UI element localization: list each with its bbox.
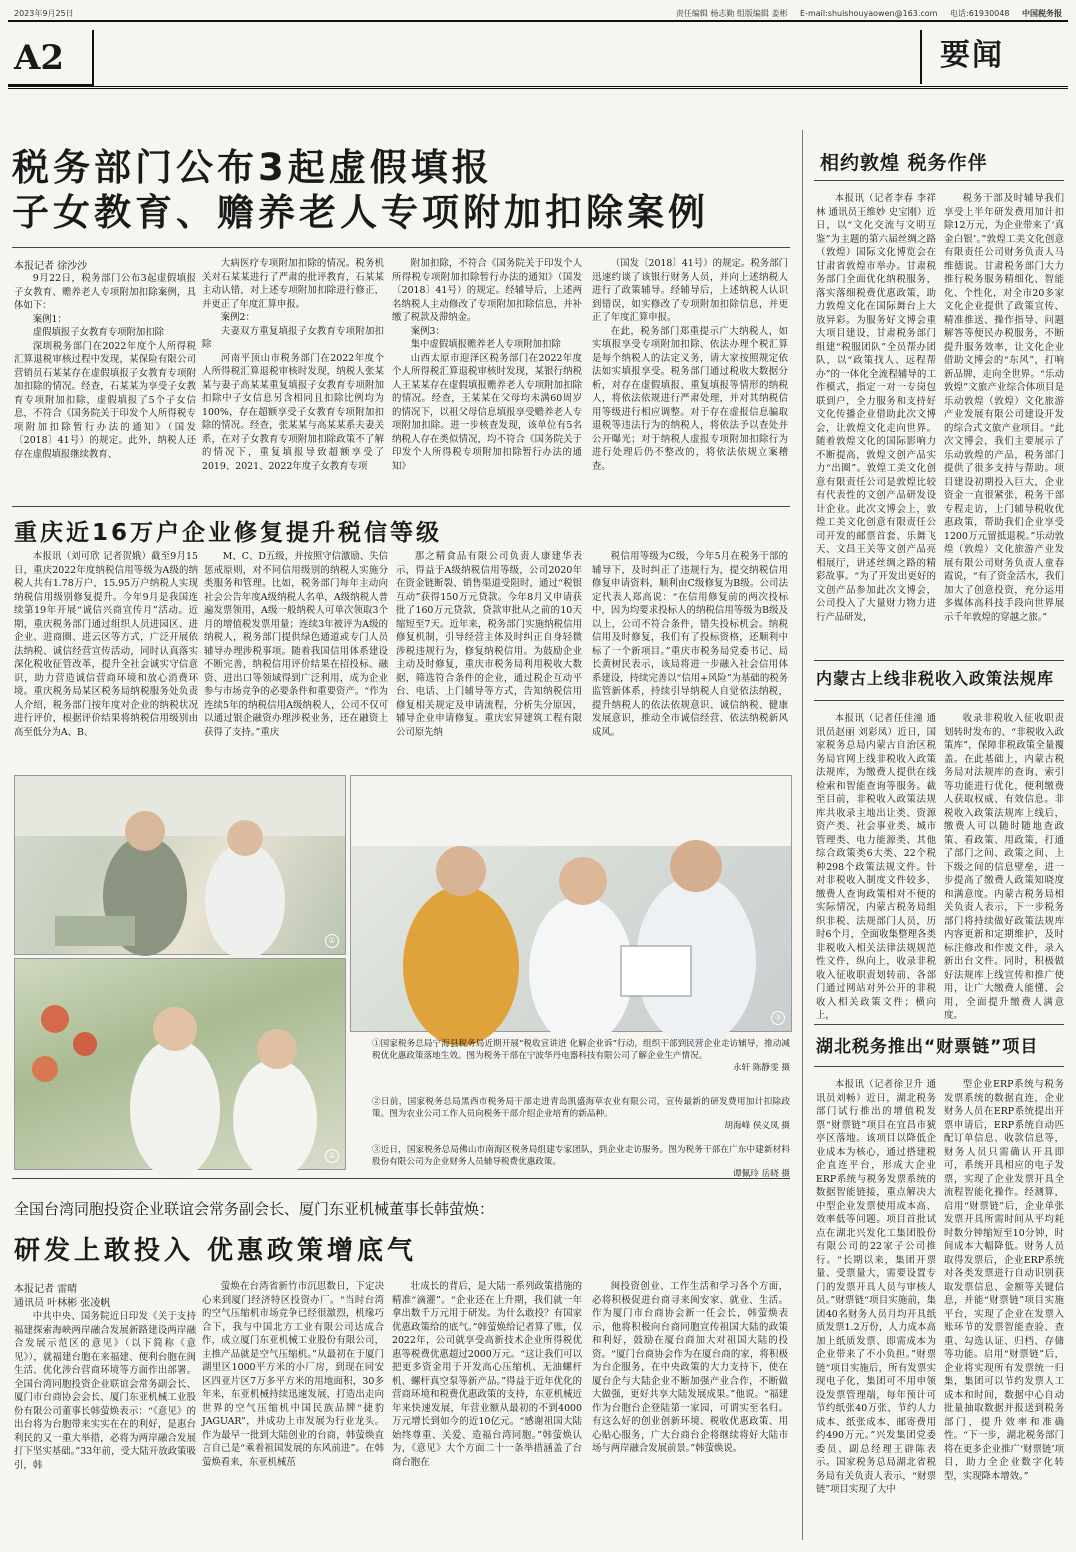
lead-column-4: [592, 257, 788, 502]
issue-date: 2023年9月25日: [14, 9, 74, 18]
paragraph: 税信用等级为C级，今年5月在税务干部的辅导下，及时纠正了违规行为，提交纳税信用修复申请资料，顺利由C级修复为B级。公司法定代表人郑高说：“在信用修复前的两次投标中，因为均要求投标人的纳税信用等级为B级及以上，公司不符合条件，错失投标机会。纳税信用及时修复，我们有了投标资格，还顺利中标了一个新项目。”重庆市税务局党委书记、局长黄树民表示，该局将进一步融入社会信用体系建设，持续完善以“信用+风险”为基础的税务监管新体系，持续引导纳税人自觉依法纳税，提升纳税人的依法依规意识、诚信纳税、健康发展意识，推动全市诚信经营、依法纳税新风成风。: [592, 551, 788, 738]
paragraph: 本报讯（刘可欣 记者贺娥）截至9月15日，重庆2022年度纳税信用等级为A级的纳税人共有1.78万户，15.95万户纳税人实现纳税信用级别修复提升。今年9月是我国连续第19年开展“诚信兴商宣传月”活动。近期，重庆税务部门通过组织人员进园区、进企业、进商圈、进云区等方式，广泛开展依法纳税、诚信经营宣传活动，同时认真落实深化税收征管改革，提升全社会诚实守信意识，助力营造诚信营商环境和放心消费环境。重庆税务局某区税务局纳税服务处负责人介绍，税务部门按年度对企业的纳税状况进行评价，根据评价结果将纳税信用级别由高至低分为A、B、: [14, 551, 198, 738]
taiwan-byline-1: 本报记者 雷晴: [14, 1284, 78, 1295]
dunhuang-column-1: [816, 192, 936, 652]
hubei-column-1: [816, 1078, 936, 1540]
taiwan-column-1: [14, 1310, 196, 1540]
dunhuang-rule: [814, 180, 1064, 181]
photo-caption-2: [372, 1096, 790, 1132]
photo-3[interactable]: [350, 775, 792, 1032]
dunhuang-column-2: [944, 192, 1064, 652]
taiwan-kicker: 全国台湾同胞投资企业联谊会常务副会长、厦门东亚机械董事长韩萤焕：: [14, 1200, 495, 1218]
chongqing-column-4: [592, 550, 788, 765]
paragraph: 税务干部及时辅导我们享受上半年研发费用加计扣除12万元，为企业带来了‘真金白银’。”敦煌工美文化创意有限责任公司财务负责人马维德说。甘肃税务部门大力推行税务服务精细化、智能化、个性化，对全市20多家文化企业提供了政策宣传、精准推送、操作指导、问题解答等便民办税服务，不断提升服务效率，让文化企业借助文博会的“东风”，打响新品牌，走向全世界。“乐动敦煌”文旅产业综合体项目是乐动敦煌（敦煌）文化旅游产业发展有限公司建设开发的综合式文旅产业项目。“此次文博会，我们主要展示了乐动敦煌的产品，税务部门提供了很多支持与帮助。项目建设初期投入巨大，企业资金一直很紧张，税务干部专程走访，上门辅导税收优惠政策，帮助我们企业享受1200万元留抵退税。”乐动敦煌（敦煌）文化旅游产业发展有限公司财务负责人童春霞说，“有了资金活水，我们加大了创意投资，充分运用多媒体高科技手段向世界展示千年敦煌的穿越之旅。”: [944, 193, 1064, 623]
case-title: 夫妻双方重复填报子女教育专项附加扣除: [202, 325, 384, 350]
header-credits: [666, 8, 1062, 19]
paragraph: 壮成长的背后，是大陆一系列政策措施的精准“滴灌”。“企业还在上升期，我们就一年拿出数千万元用于研发。为什么敢投？有国家优惠政策给的底气。”韩萤焕给记者算了账，仅2022年，公司就享受高新技术企业所得税优惠等税费优惠超过2000万元。“这让我们可以把更多资金用于开发高心压缩机、无油螺杆机、螺杆真空泵等新产品。”得益于近年优化的营商环境和税费优惠政策的支持，东亚机械近年来快速发展，年营业额从最初的不到4000万元增长到如今的近10亿元。“感谢祖国大陆始终尊重、关爱、造福台湾同胞。”韩萤焕认为，《意见》大个方面二十一条举措涵盖了台商台胞在: [392, 1281, 582, 1468]
paragraph: 本报讯（记者李春 李祥林 通讯员王维妙 史宝刚）近日，以“文化交流与文明互鉴”为主题的第六届丝绸之路（敦煌）国际文化博览会在甘肃省敦煌市举办。甘肃税务部门全面优化纳税服务，落实落细税费优惠政策，助力敦煌文化在国际舞台上大放异彩。为服务好文博会重大项目建设，甘肃税务部门组建“税服团队”全员帮办团队，以“政策找人、远程帮办”的一体化全流程辅导的工作模式，指定一对一专岗包联到户，全力服务和支持好文化传播企业借助此次文博会，让敦煌文化走向世界。随着敦煌文化的国际影响力不断提高，敦煌文创产品实力“出圈”。敦煌工美文化创意有限责任公司是敦煌比较有代表性的文创产品研发设计企业。此次文博会上，敦煌工美文化创意有限责任公司开发的邮票首套、乐舞飞天、文昌王关等文创产品亮相展厅，讲述丝绸之路的精彩故事。“为了开发出更好的文创产品参加此次文博会，公司投入了大量财力物力进行产品研发，: [816, 193, 936, 623]
editor-phone: 电话:61930048: [950, 9, 1010, 18]
page-header-bar: [14, 6, 1062, 20]
neimenggu-title: 内蒙古上线非税收入政策法规库: [816, 669, 1055, 688]
paragraph: 型企业ERP系统与税务发票系统的数据直连，企业财务人员在ERP系统提出开票申请后，ERP系统自动匹配订单信息、收款信息等，财务人员只需确认开具即可，系统开具相应的电子发票，实现了企业发票开具全流程智能化操作。经测算，启用“财票链”后，企业单张发票开具所需时间从平均耗时数分钟缩短至10分钟，时间成本大幅降低。财务人员取得发票后，企业ERP系统对各类发票进行自动识别获取发票信息、金额等关键信息，并能“财票链”项目实施平台，实现了企业在发票入账环节的发票智能查验、查重、勾选认证、归档、存储等功能。启用“财票链”后，企业将实现所有发票统一归集，集团可以节约发票人工成本和时间，数据中心自动批量抽取数据并报送到税务部门，提升效率和准确性。“下一步，湖北税务部门将在更多企业推广‘财票链’项目，助力全企业数字化转型，实现降本增效。”: [944, 1079, 1064, 1482]
lead-byline: 本报记者 徐沙沙: [14, 261, 88, 272]
paragraph: 深圳税务部门在2022年度个人所得税汇算退税审核过程中发现，某保险有限公司营销员石某某存在虚假填报子女教育专项附加扣除的情况。经查，石某某为享受子女教育专项附加扣除，虚假填报了5个子女信息，不符合《国务院关于印发个人所得税专项附加扣除暂行办法的通知》（国发〔2018〕41号）的规定。此外，纳税人还存在虚假填报继续教育、: [14, 340, 196, 460]
newspaper-name: 中国税务报: [1022, 9, 1062, 18]
neimenggu-column-1: [816, 712, 936, 1021]
paragraph: 河南平顶山市税务部门在2022年度个人所得税汇算退税审核时发现，纳税人张某某与妻子高某某重复填报子女教育专项附加扣除中子女信息另含相同且扣除比例均为100%，存在超额享受子女教育专项附加扣除的情况。经查，张某某与高某某系夫妻关系，在对子女教育专项附加扣除政策不了解的情况下，重复填报导致超额享受了2019、2021、2022年度子女教育专项: [202, 352, 384, 472]
case-label: 案例1：: [32, 313, 67, 325]
caption-text: ①国家税务总局宁海县税务局近期开展“税收宣讲进 化解企业诉”行动，组织干部到民营企业走访辅导，推动减税优化惠政策落地生效。图为税务干部在宁波华丹电器科技有限公司了解企业生产情况。: [372, 1039, 790, 1061]
neimenggu-column-2: [944, 712, 1064, 1021]
photo-credit: 胡海峰 侯义凤 摄: [724, 1121, 790, 1131]
taiwan-column-3: [392, 1280, 582, 1540]
hubei-column-2: [944, 1078, 1064, 1540]
paragraph: 收录非税收入征收职责划转时发布的、“非税收入政策库”，保障非税政策全量覆盖。在此基础上，内蒙古税务局对法规库的查询、索引等功能进行优化，便利缴费人获取权威、有效信息。非税收入政策法规库上线后，缴费人可以随时随地查政策、看政策、用政策，打通了部门之间、政策之间、上下级之间的信息壁垒，进一步提高了缴费人政策知晓度和满意度。内蒙古税务局相关负责人表示，下一步税务部门将持续做好政策法规库内容更新和定期维护，及时标注修改和作废文件，录入新出台文件。同时，积极做好法规库上线宣传和推广使用，让广大缴费人能懂、会用，全面提升缴费人满意度。: [944, 713, 1064, 1021]
paragraph: 山西太原市迎泽区税务部门在2022年度个人所得税汇算退税审核时发现，某银行纳税人王某某存在虚假填报赡养老人专项附加扣除的情况。经查，王某某在父母均未满60周岁的情况下，以祖父母信息填报享受赡养老人专项附加扣除。进一步核查发现，该单位有5名纳税人存在类似情况，均不符合《国务院关于印发个人所得税专项附加扣除暂行办法的通知》: [392, 352, 582, 472]
photo-2-illustration: [15, 959, 345, 1169]
paragraph: 附加扣除，不符合《国务院关于印发个人所得税专项附加扣除暂行办法的通知》（国发〔2018〕41号）的规定。经辅导后，上述两名纳税人主动修改了专项附加扣除信息，并补缴了税款及滞纳金。: [392, 258, 582, 323]
photo-credit: 永轩 陈静雯 摄: [732, 1063, 790, 1073]
paragraph: 本报讯（记者任佳潼 通讯员赵丽 刘彩凤）近日，国家税务总局内蒙古自治区税务局官网上线非税收入政策法规库，为缴费人提供在线检索和智能查询等服务。截至目前，非税收入政策法规库共收录主地出让类、资源资产类、社会事业类、城市管理类、电力能源类、其他综合政策类6大类、22个税种298个政策法规文件。针对非税收入制度文件较多，缴费人查询政策相对不便的实际情况，内蒙古税务局组织非税、法规部门人员，历时6个月，全面收集整理各类非税收入相关法律法规规范性文件，纵向上，收录非税收入征收职责划转前、各部门通过网站对外公开的非税收入相关政策文件；横向上，: [816, 713, 936, 1021]
photo-credit: 谭佩玲 岳晓 摄: [732, 1169, 790, 1179]
lead-column-1: [14, 272, 196, 502]
paragraph: 在此，税务部门郑重提示广大纳税人，如实填报享受专项附加扣除、依法办理个税汇算是每个纳税人的法定义务，请大家按照规定依法如实填报享受。税务部门通过税收大数据分析，对存在虚假填报、重复填报等情形的纳税人，将依法依规进行严肃处理，并对其纳税信用等级进行相应调整。对于存在虚报信息骗取退税等违法行为的纳税人，将依法予以查处并公开曝光；对于纳税人虚报专项附加扣除行为进行处理后仍不整改的，将依法依规立案稽查。: [592, 325, 788, 472]
photo-caption-1: [372, 1038, 790, 1074]
photo-1[interactable]: [14, 775, 346, 955]
photo-3-illustration: [351, 776, 791, 1031]
neimenggu-rule-top: [814, 660, 1064, 661]
caption-text: ③近日，国家税务总局佛山市南海区税务局组建专家团队，到企业走访服务。图为税务干部在广东中建新材料股份有限公司为企业财务人员辅导税费优惠政策。: [372, 1145, 790, 1167]
photo-caption-3: [372, 1144, 790, 1180]
taiwan-headline: 研发上敢投入 优惠政策增底气: [14, 1236, 418, 1266]
chongqing-column-3: [396, 550, 582, 765]
lead-column-3: [392, 257, 582, 502]
editor-email[interactable]: E-mail:shuishouyaowen@163.com: [800, 9, 938, 18]
page-number: A2: [14, 38, 65, 78]
paragraph: M、C、D五级，并按照守信激励、失信惩戒原则，对不同信用级别的纳税人实施分类服务和管理。比如，税务部门每年主动向社会公告年度A级纳税人名单，A级纳税人普遍发票领用，A级一般纳税人可单次领取3个月的增值税发票用量；连续3年被评为A级的纳税人，税务部门提供绿色通道或专门人员辅导办理涉税事项。随着我国信用体系建设不断完善，纳税信用评价结果在招投标、融资、进出口等领域得到广泛利用，成为企业参与市场竞争的必要条件和重要资产。“作为连续5年的纳税信用A级纳税人，公司不仅可以通过银企融资办理涉税业务，还在融资上获得了支持。”重庆: [204, 551, 388, 738]
taiwan-column-4: [592, 1280, 788, 1540]
hubei-rule-top: [814, 1024, 1064, 1025]
photo-2[interactable]: [14, 958, 346, 1170]
paragraph: 本报讯（记者徐卫升 通讯员刘畅）近日，湖北税务部门试行推出的增值税发票“财票链”项目在宜昌市猇亭区落地。该项目以降低企业成本为核心，通过搭建税企直连平台，形成大企业ERP系统与税务发票系统的数据智能链接，重点解决大中型企业发票使用成本高、效率低等问题。项目首批试点在湖北兴发化工集团股份有限公司的22家子公司推行。“长期以来，集团开票量、受票量大，需要设置专门的发票开具人员与审核人员。”财票链“项目实施前，集团40名财务人员月均开具纸质发票1.2万份，人力成本高加上纸质发票、即需成本为企业带来了不小负担。”财票链“项目实施后，所有发票实现电子化，集团可不用申领设发票管理端，每年预计可节约纸张40万张、节约人力成本、纸张成本、邮寄费用约490万元。”兴发集团党委委员、副总经理王辟陈表示。国家税务总局湖北省税务局有关负责人表示，“财票链”项目实现了大中: [816, 1079, 936, 1495]
photo-number-1: ①: [325, 934, 339, 948]
paragraph: （国发〔2018〕41号）的规定。税务部门迅速约谈了该银行财务人员，并向上述纳税人进行了政策辅导。经辅导后，上述纳税人认识到错误，如实修改了专项附加扣除信息，并更正了年度汇算申报。: [592, 258, 788, 323]
dunhuang-title: 相约敦煌 税务作伴: [820, 152, 988, 174]
hubei-title: 湖北税务推出“财票链”项目: [816, 1037, 1039, 1057]
taiwan-column-2: [202, 1280, 384, 1540]
paragraph: 大病医疗专项附加扣除的情况。税务机关对石某某进行了严肃的批评教育，石某某主动认错，对上述专项附加扣除进行修正，并更正了年度汇算申报。: [202, 258, 384, 310]
neimenggu-rule: [814, 700, 1064, 701]
photo-number-2: ②: [325, 1149, 339, 1163]
lead-column-2: [202, 257, 384, 502]
header-double-rule: [8, 86, 1068, 89]
right-column-rule: [802, 130, 803, 1540]
case-title: 虚假填报子女教育专项附加扣除: [32, 327, 165, 338]
paragraph: 那之精食品有限公司负责人康建华表示，得益于A级纳税信用等级，公司2020年在资金链断裂、销售渠道受阻时，通过“税银互动”获得150万元贷款。今年8月又申请获批了160万元贷款，贷款审批从之前的10天缩短至7天。近年来，税务部门实施纳税信用修复机制，引导经营主体及时纠正自身轻微涉税违规行为，修复纳税信用。为鼓励企业主动及时修复，重庆市税务局利用税收大数据，筛选符合条件的企业，通过税企互动平台、电话、上门辅导等方式，告知纳税信用修复相关规定及申请流程，分析失分原因，辅导企业申请修复。重庆宏昇建筑工程有限公司原先纳: [396, 551, 582, 738]
editors: 责任编辑 杨志勤 组版编辑 姜彬: [675, 9, 788, 18]
chongqing-column-1: [14, 550, 198, 765]
case-title: 集中虚假填报赡养老人专项附加扣除: [410, 339, 561, 350]
photo-1-illustration: [15, 776, 345, 954]
paragraph: 萤焕在台湾省新竹市沉思数日，下定决心来到厦门经济特区投资办厂。“当时台湾的空气压缩机市场竞争已经很激烈，机缘巧合下，我与中国北方工业有限公司达成合作，成立厦门东亚机械工业股份有限公司，主推产品就是空气压缩机。”从最初在于厦门湖里区1000平方米的小厂房，到现在同安区四亚片区7万多平方米的用地面积，30多年来，东亚机械持续迅速发展，打造出走向世界的空气压缩机中国民族品牌“捷豹JAGUAR”，并成功上市发展为行业龙头。作为最早一批到大陆创业的台商，韩萤焕直言自己是“乘着祖国发展的东风前进”。在韩萤焕看来，东亚机械茁: [202, 1281, 384, 1468]
chongqing-headline: 重庆近16万户企业修复提升税信等级: [14, 520, 443, 546]
top-rule: [8, 20, 1068, 22]
lead-headline-line2: 子女教育、赡养老人专项附加扣除案例: [12, 191, 709, 234]
section-title: 要闻: [940, 38, 1004, 73]
chongqing-column-2: [204, 550, 388, 765]
taiwan-byline-2: 通讯员 叶林彬 张凌帆: [14, 1298, 111, 1309]
caption-text: ②日前，国家税务总局黑西市税务局干部走进青岛凯盛海草农业有限公司，宣传最新的研发费用加计扣除政策。图为农业公司工作人员向税务干部介绍企业培育的新品种。: [372, 1097, 790, 1119]
photo-number-3: ③: [771, 1011, 785, 1025]
paragraph: 中共中央、国务院近日印发《关于支持福建探索海峡两岸融合发展新路建设两岸融合发展示范区的意见》（以下简称《意见》），就福建台胞在来福建、便利台胞在闽生活、优化涉台营商环境等方面作出部署。全国台湾同胞投资企业联谊会常务副会长、厦门市台商协会会长、厦门东亚机械工业股份有限公司董事长韩萤焕表示：“《意见》的出台将为台胞带来实实在在的利好，是惠台利民的又一重大举措，必将为两岸融合发展打下坚实基础。”33年前，受大陆开放政策吸引，韩: [14, 1311, 196, 1471]
lead-headline-line1: 税务部门公布3起虚假填报: [12, 146, 493, 189]
paragraph: 闽投资创业、工作生活和学习各个方面，必将积极促进台商寻来闽安家、就业、生活。作为厦门市台商协会新一任会长，韩萤焕表示，他将积极向台商同胞宣传祖国大陆的政策和利好，鼓励在厦台商加大对祖国大陆的投资。“厦门台商协会作为在厦台商的家，将积极为台企服务，在中央政策的大力支持下，使在厦台企与大陆企业不断加强产业合作，不断做大做强，更好共享大陆发展成果。”他说。“福建作为台胞台企登陆第一家园，可谓实至名归。有这么好的创业创新环境、税收优惠政策、用心贴心服务，广大台商台企将继续将好大陆市场与两岸融合发展前景。”韩萤焕说。: [592, 1281, 788, 1454]
lead-rule: [12, 247, 790, 248]
case-label: 案例3：: [410, 325, 445, 337]
taiwan-rule: [12, 1178, 790, 1179]
chongqing-rule: [12, 506, 790, 507]
paragraph: 9月22日，税务部门公布3起虚假填报子女教育、赡养老人专项附加扣除案例，具体如下：: [14, 273, 196, 311]
case-label: 案例2：: [220, 312, 255, 323]
hubei-rule: [814, 1066, 1064, 1067]
